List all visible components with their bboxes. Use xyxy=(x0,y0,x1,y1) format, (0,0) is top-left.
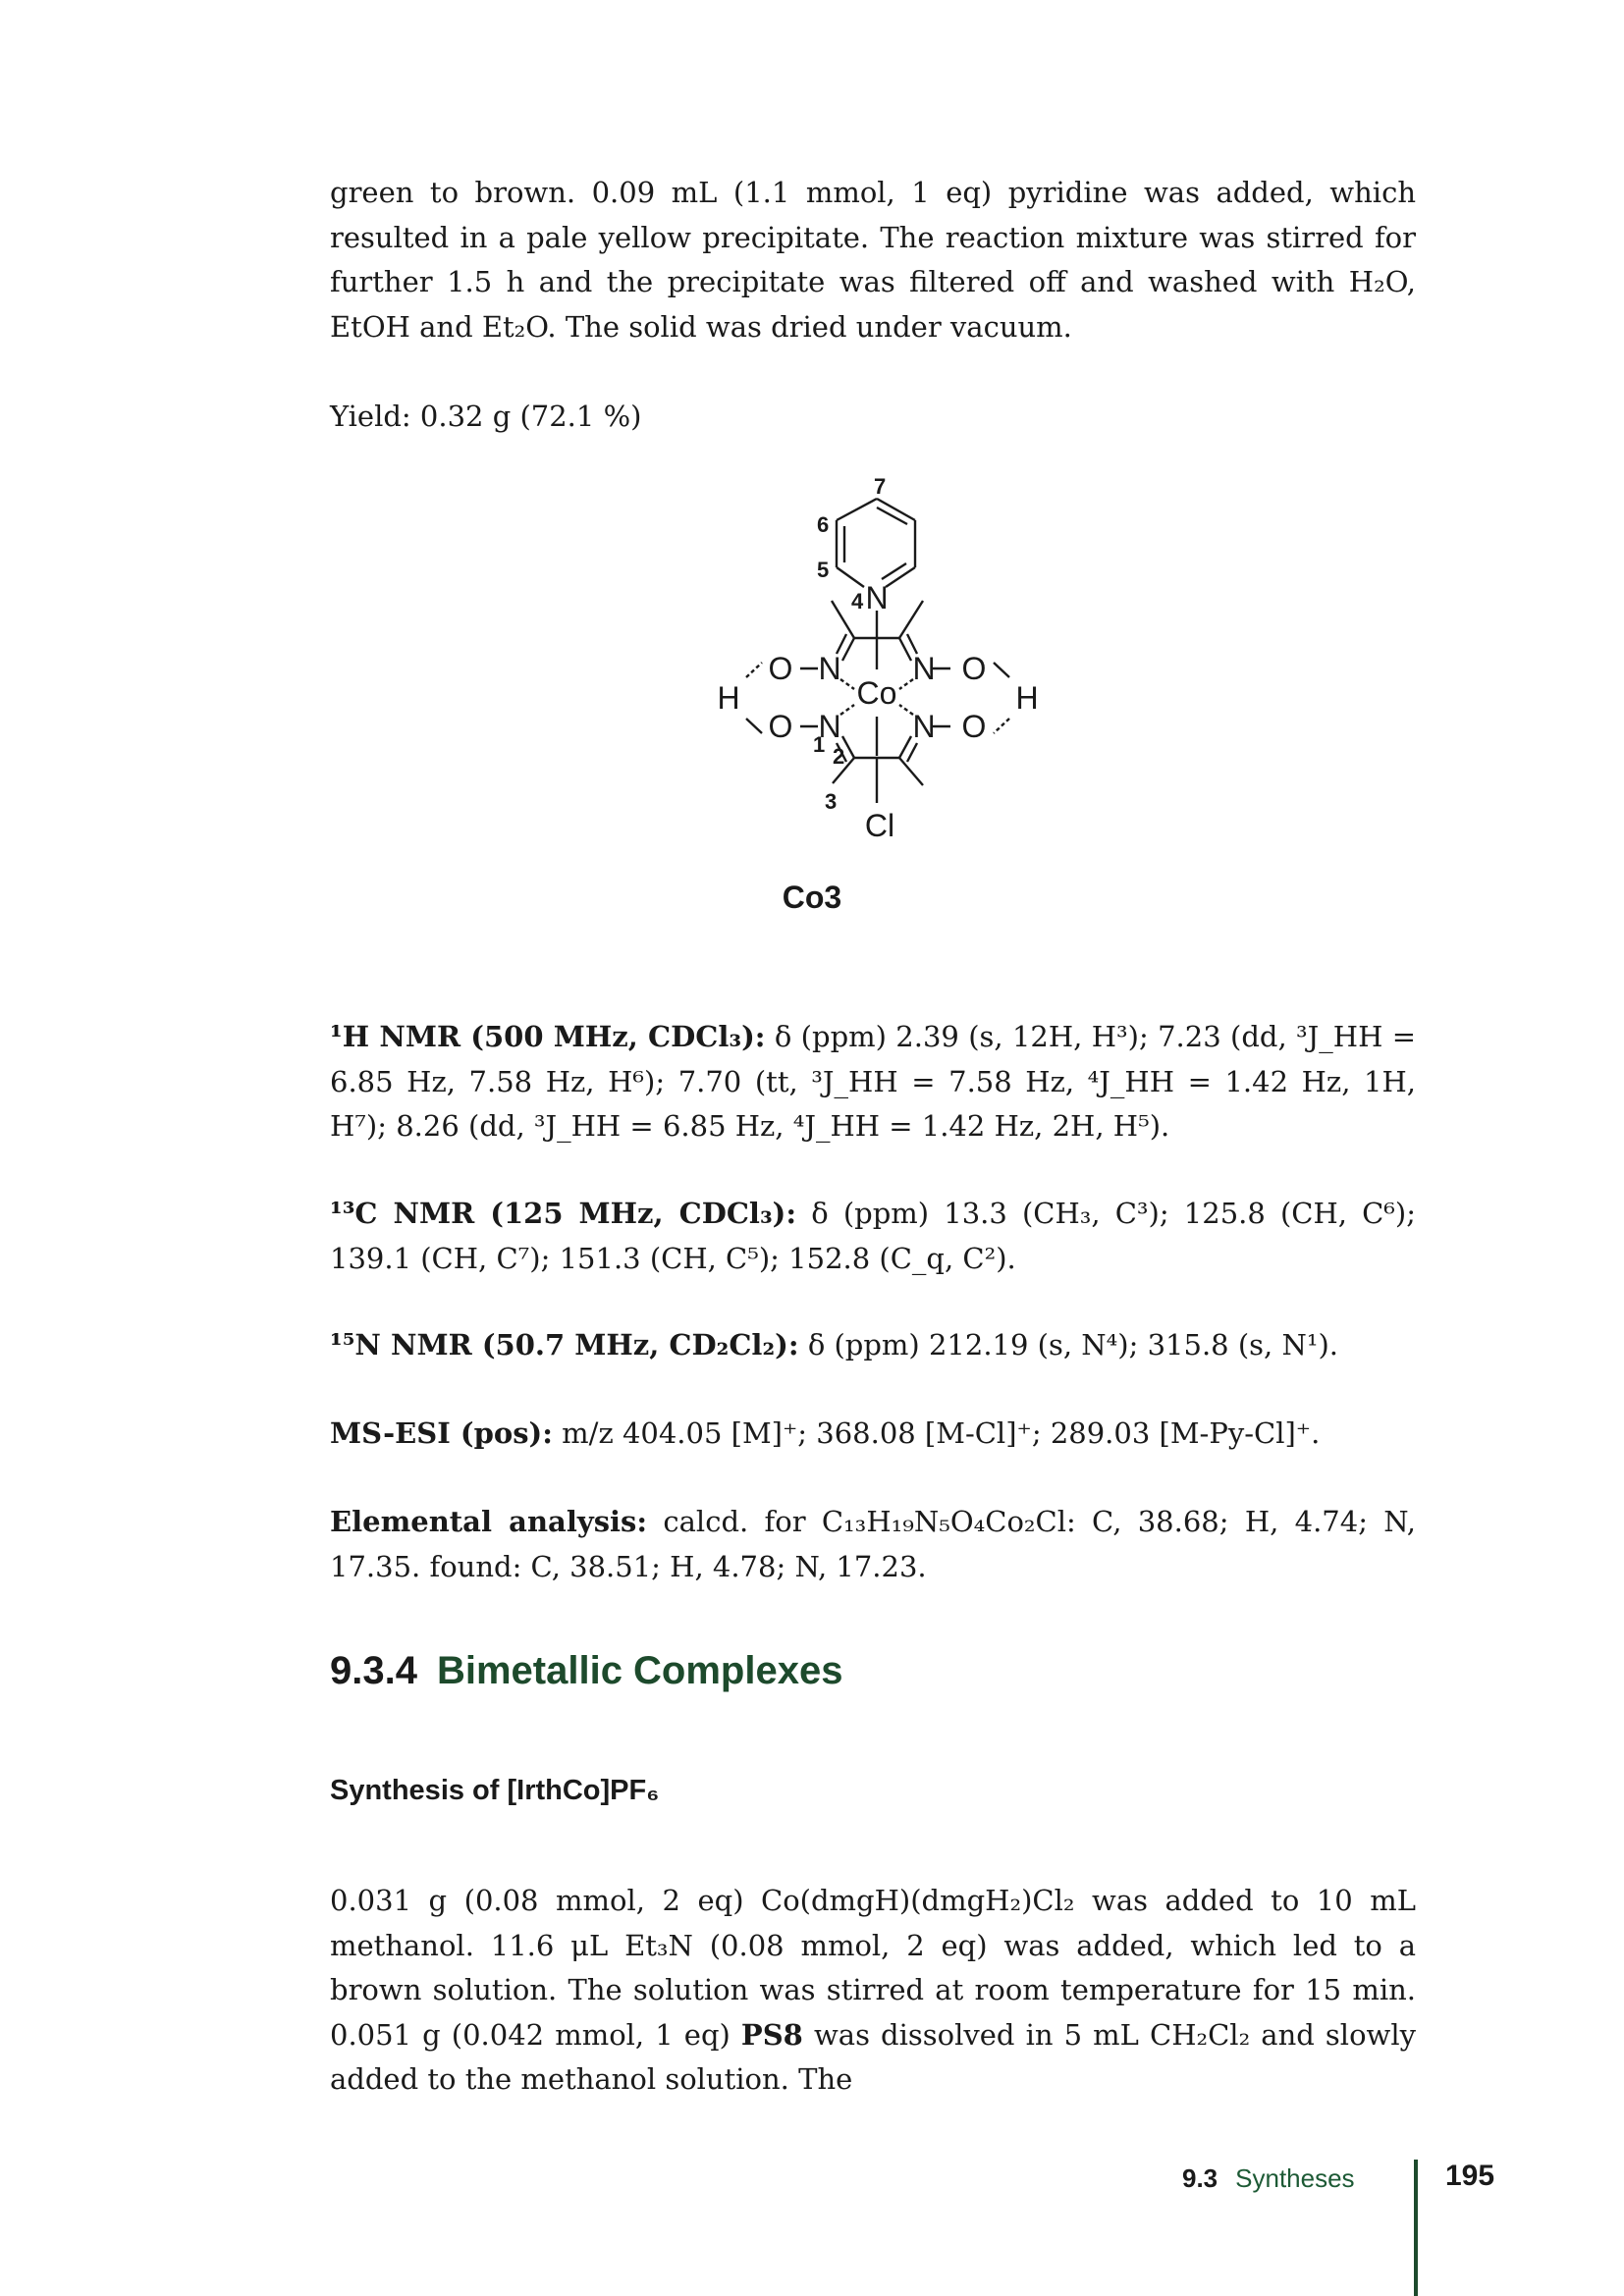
n-nmr-text: δ (ppm) 212.19 (s, N⁴); 315.8 (s, N¹). xyxy=(807,1328,1338,1362)
atom-n-bottom-right: N xyxy=(912,709,936,744)
compound-label: Co3 xyxy=(782,880,842,915)
atom-n-pyridine: N xyxy=(865,580,889,615)
position-label-7: 7 xyxy=(874,474,887,499)
atom-n-top-right: N xyxy=(912,651,936,686)
position-label-6: 6 xyxy=(817,512,830,537)
footer-section-number: 9.3 xyxy=(1182,2163,1218,2193)
chemical-structure xyxy=(0,461,1624,874)
position-label-4: 4 xyxy=(851,589,864,614)
atom-o-bottom-left: O xyxy=(768,709,793,744)
ms-text: m/z 404.05 [M]⁺; 368.08 [M-Cl]⁺; 289.03 [M-Py-Cl]⁺. xyxy=(562,1416,1321,1450)
n-nmr-entry xyxy=(330,1323,1416,1368)
c-nmr-entry xyxy=(330,1192,1416,1281)
subsection-title: Synthesis of [IrthCo]PF₆ xyxy=(330,1775,660,1806)
synthesis-tail: was dissolved in 5 mL CH₂Cl₂ and slowly added to the methanol solution. The xyxy=(330,2017,1417,2096)
position-label-2: 2 xyxy=(833,744,845,769)
atom-o-bottom-right: O xyxy=(961,709,987,744)
position-label-3: 3 xyxy=(825,789,838,814)
yield-text: Yield: 0.32 g (72.1 %) xyxy=(330,400,642,433)
elemental-analysis-entry xyxy=(330,1500,1416,1589)
elemental-text: calcd. for C₁₃H₁₉N₅O₄Co₂Cl: C, 38.68; H, 4.74; N, 17.35. found: C, 38.51; H, 4.78; N, 17.23. xyxy=(330,1505,1417,1583)
atom-h-right: H xyxy=(1015,680,1039,716)
footer-section-title: Syntheses xyxy=(1235,2163,1355,2193)
atom-o-top-left: O xyxy=(768,651,793,686)
c-nmr-label: ¹³C NMR (125 MHz, CDCl₃): xyxy=(330,1197,797,1230)
page-number: 195 xyxy=(1445,2160,1495,2192)
atom-h-left: H xyxy=(717,680,740,716)
running-footer xyxy=(1182,2163,1355,2194)
ms-entry xyxy=(330,1412,1416,1457)
atom-o-top-right: O xyxy=(961,651,987,686)
section-number: 9.3.4 xyxy=(330,1649,417,1692)
c-nmr-text: δ (ppm) 13.3 (CH₃, C³); 125.8 (CH, C⁶); 139.1 (CH, C⁷); 151.3 (CH, C⁵); 152.8 (C_q, C²). xyxy=(330,1197,1417,1275)
atom-n-top-left: N xyxy=(818,651,841,686)
h-nmr-entry xyxy=(330,1015,1416,1149)
intro-paragraph: green to brown. 0.09 mL (1.1 mmol, 1 eq) pyridine was added, which resulted in a pale yellow precipitate. The reaction mixture was stirred for further 1.5 h and the precipitate was filtered off and washed with H₂O, EtOH and Et₂O. The solid was dried under vacuum. xyxy=(330,176,1416,344)
synthesis-paragraph xyxy=(330,1879,1416,2103)
atom-co: Co xyxy=(856,675,897,711)
atom-n-bottom-left: N xyxy=(818,709,841,744)
footer-rule xyxy=(1414,2160,1418,2296)
n-nmr-label: ¹⁵N NMR (50.7 MHz, CD₂Cl₂): xyxy=(330,1328,799,1362)
elemental-label: Elemental analysis: xyxy=(330,1505,648,1538)
section-heading xyxy=(330,1649,1416,1693)
synthesis-bold-compound: PS8 xyxy=(740,2017,803,2052)
atom-cl: Cl xyxy=(864,808,895,843)
section-title: Bimetallic Complexes xyxy=(436,1649,843,1692)
position-label-5: 5 xyxy=(817,558,830,582)
h-nmr-label: ¹H NMR (500 MHz, CDCl₃): xyxy=(330,1020,766,1053)
h-nmr-text: δ (ppm) 2.39 (s, 12H, H³); 7.23 (dd, ³J_HH = 6.85 Hz, 7.58 Hz, H⁶); 7.70 (tt, ³J_HH = 7.58 Hz, ⁴J_HH = 1.42 Hz, 1H, H⁷); 8.26 (dd, ³J_HH = 6.85 Hz, ⁴J_HH = 1.42 Hz, 2H, H⁵). xyxy=(330,1020,1417,1143)
position-label-1: 1 xyxy=(813,732,826,757)
ms-label: MS-ESI (pos): xyxy=(330,1416,553,1450)
synthesis-text: 0.031 g (0.08 mmol, 2 eq) Co(dmgH)(dmgH₂)Cl₂ was added to 10 mL methanol. 11.6 μL Et₃N (0.08 mmol, 2 eq) was added, which led to a brown solution. The solution was stirred at room temperature for 15 min. 0.051 g (0.042 mmol, 1 eq) xyxy=(330,1884,1416,2052)
